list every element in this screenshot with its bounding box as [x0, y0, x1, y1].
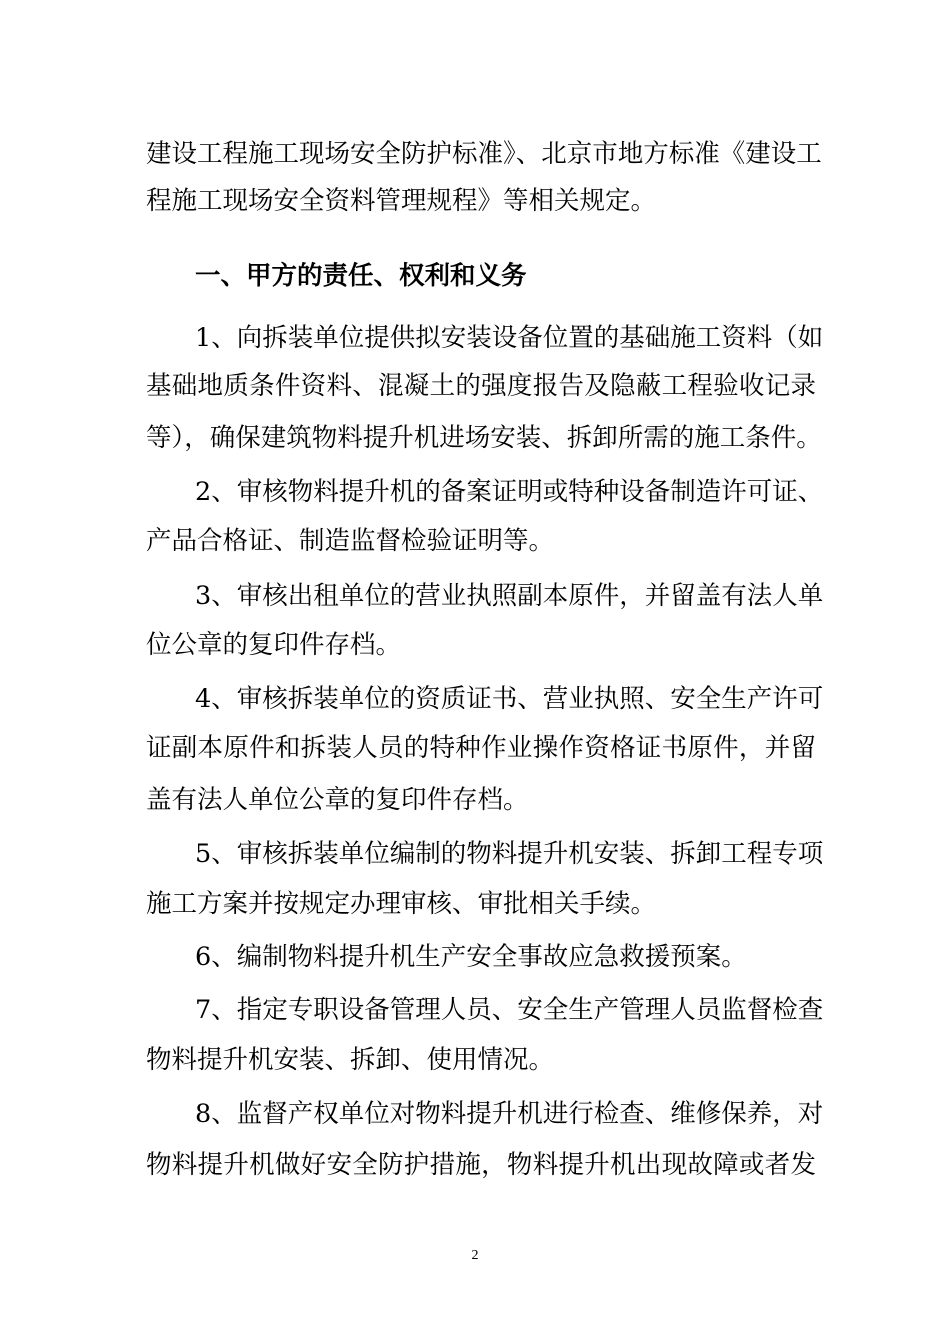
text-line: 物料提升机安装、拆卸、使用情况。: [146, 1045, 555, 1075]
text-line: 施工方案并按规定办理审核、审批相关手续。: [146, 889, 657, 919]
text-line: 位公章的复印件存档。: [146, 630, 402, 660]
text-line: 5、审核拆装单位编制的物料提升机安装、拆卸工程专项: [195, 839, 824, 869]
text-line: 程施工现场安全资料管理规程》等相关规定。: [146, 186, 657, 216]
text-line: 等），确保建筑物料提升机进场安装、拆卸所需的施工条件。: [146, 423, 822, 453]
text-line: 建设工程施工现场安全防护标准》、北京市地方标准《建设工: [146, 139, 822, 169]
text-line: 证副本原件和拆装人员的特种作业操作资格证书原件，并留: [146, 733, 816, 763]
text-line: 1、向拆装单位提供拟安装设备位置的基础施工资料（如: [195, 323, 824, 353]
text-line: 4、审核拆装单位的资质证书、营业执照、安全生产许可: [195, 684, 824, 714]
page-number: 2: [471, 1248, 479, 1263]
text-line: 7、指定专职设备管理人员、安全生产管理人员监督检查: [195, 995, 824, 1025]
text-line: 2、审核物料提升机的备案证明或特种设备制造许可证、: [195, 477, 824, 507]
text-line: 物料提升机做好安全防护措施，物料提升机出现故障或者发: [146, 1150, 816, 1180]
text-line: 盖有法人单位公章的复印件存档。: [146, 785, 529, 815]
text-line: 6、编制物料提升机生产安全事故应急救援预案。: [195, 942, 747, 972]
text-line: 3、审核出租单位的营业执照副本原件，并留盖有法人单: [195, 581, 824, 611]
text-line: 8、监督产权单位对物料提升机进行检查、维修保养，对: [195, 1099, 824, 1129]
section-heading: 一、甲方的责任、权利和义务: [195, 261, 527, 291]
text-line: 产品合格证、制造监督检验证明等。: [146, 526, 555, 556]
text-line: 基础地质条件资料、混凝土的强度报告及隐蔽工程验收记录: [146, 371, 816, 401]
